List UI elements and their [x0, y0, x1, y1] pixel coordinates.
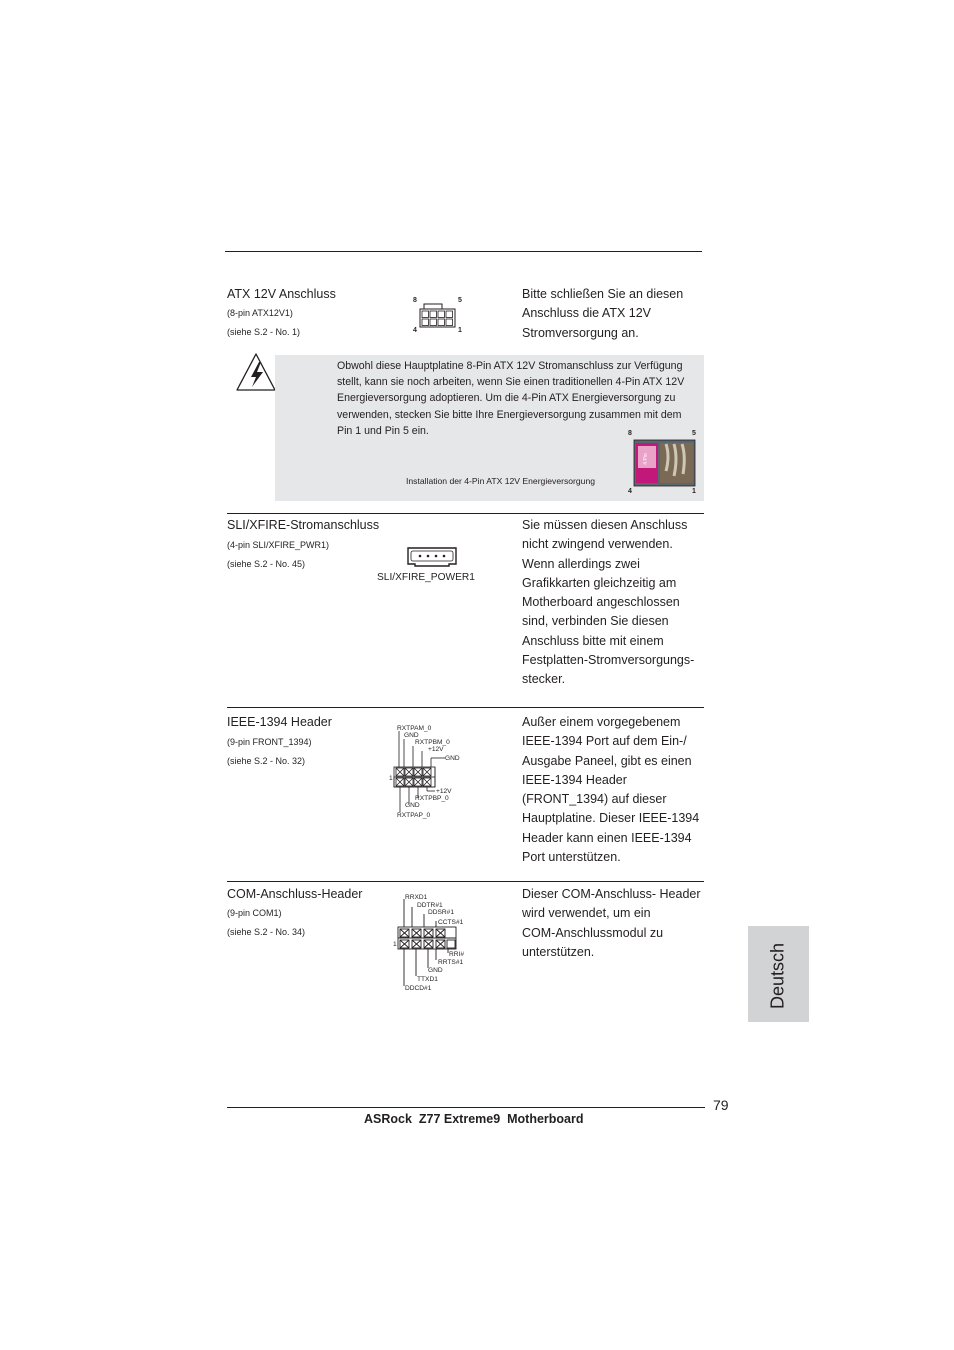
- sli-pin-info: (4-pin SLI/XFIRE_PWR1): [227, 540, 330, 550]
- footer-rule: [227, 1107, 705, 1108]
- com-signal-6: RRTS#1: [438, 959, 464, 966]
- sli-power-connector-diagram: [406, 544, 458, 568]
- atx-reference: (siehe S.2 - No. 1): [227, 327, 301, 337]
- ieee-signal-7: RXTPBP_0: [415, 795, 449, 802]
- com-description: Dieser COM-Anschluss- Header wird verwendet, um ein COM-Anschlussmodul zu unterstützen.: [522, 887, 701, 959]
- ieee-signal-9: RXTPAP_0: [397, 812, 431, 819]
- com-signal-7: GND: [428, 967, 443, 974]
- ieee-title: IEEE-1394 Header: [227, 715, 332, 729]
- note-text: Obwohl diese Hauptplatine 8-Pin ATX 12V Stromanschluss zur Verfügung stellt, kann sie noch arbeiten, wenn Sie einen traditionellen 4-Pin ATX 12V Energieversorgung adoptieren. Um die 4-Pin ATX Energieversorgung zu verwenden, stecken Sie bitte Ihre Energieversorgung zusammen mit dem Pin 1 und Pin 5 ein.: [337, 360, 685, 437]
- sli-title: SLI/XFIRE-Stromanschluss: [227, 518, 380, 532]
- com-signal-2: DDTR#1: [417, 902, 443, 909]
- com-signal-9: DDCD#1: [405, 985, 432, 992]
- ieee-pin-info: (9-pin FRONT_1394): [227, 737, 312, 747]
- rule-ieee: [227, 707, 704, 708]
- ieee-signal-3: RXTPBM_0: [415, 739, 450, 746]
- footer-product: ASRock Z77 Extreme9 Motherboard: [364, 1112, 584, 1126]
- photo-pin-5: 5: [692, 430, 696, 437]
- photo-pin-1: 1: [692, 488, 696, 495]
- com-header-diagram: [390, 890, 475, 994]
- ieee-signal-8: GND: [405, 802, 420, 809]
- atx-title: ATX 12V Anschluss: [227, 287, 336, 301]
- rule-sli: [227, 513, 704, 514]
- com-reference: (siehe S.2 - No. 34): [227, 927, 306, 937]
- atx-pin-4: 4: [413, 327, 417, 334]
- sli-connector-label: SLI/XFIRE_POWER1: [377, 572, 475, 583]
- warning-icon: [235, 351, 277, 393]
- atx-pin-1: 1: [458, 327, 462, 334]
- rule-com: [227, 881, 704, 882]
- 4pin-installation-photo: [626, 426, 702, 496]
- ieee-signal-4: +12V: [428, 746, 444, 753]
- ieee-reference: (siehe S.2 - No. 32): [227, 756, 306, 766]
- com-pin-info: (9-pin COM1): [227, 908, 282, 918]
- ieee-signal-1: RXTPAM_0: [397, 725, 432, 732]
- com-signal-8: TTXD1: [417, 976, 438, 983]
- page-number: 79: [713, 1097, 729, 1113]
- language-tab: [748, 926, 809, 1022]
- atx-description: Bitte schließen Sie an diesen Anschluss die ATX 12V Stromversorgung an.: [522, 287, 684, 340]
- ieee1394-header-diagram: [385, 722, 470, 820]
- com-signal-5: RRI#: [449, 951, 465, 958]
- com-pin1-label: 1: [393, 941, 397, 948]
- ieee-signal-6: +12V: [436, 788, 452, 795]
- atx-pin-info: (8-pin ATX12V1): [227, 308, 293, 318]
- sli-description: Sie müssen diesen Anschluss nicht zwingend verwenden. Wenn allerdings zwei Grafikkarten gleichzeitig am Motherboard angeschlossen sind, verbinden Sie diesen Anschluss bitte mit einem Festplatten-Stromversorgungs- stecker.: [522, 518, 695, 687]
- photo-pin-8: 8: [628, 430, 632, 437]
- note-caption: Installation der 4-Pin ATX 12V Energieversorgung: [406, 476, 596, 486]
- top-rule: [225, 251, 702, 252]
- language-tab-label: Deutsch: [767, 942, 788, 1010]
- com-signal-1: RRXD1: [405, 894, 428, 901]
- com-signal-3: DDSR#1: [428, 909, 455, 916]
- photo-pin-4: 4: [628, 488, 632, 495]
- ieee-pin1-label: 1: [389, 775, 393, 782]
- atx-pin-8: 8: [413, 297, 417, 304]
- atx12v-connector-diagram: [410, 292, 470, 337]
- com-signal-4: CCTS#1: [438, 919, 464, 926]
- ieee-signal-2: GND: [404, 732, 419, 739]
- photo-label: 4 Pin: [643, 453, 649, 465]
- sli-reference: (siehe S.2 - No. 45): [227, 559, 306, 569]
- ieee-signal-5: GND: [445, 755, 460, 762]
- ieee-description: Außer einem vorgegebenem IEEE-1394 Port auf dem Ein-/ Ausgabe Paneel, gibt es einen IEEE-1394 Header (FRONT_1394) auf dieser Hauptplatine. Dieser IEEE-1394 Header kann einen IEEE-1394 Port unterstützen.: [522, 715, 700, 865]
- com-title: COM-Anschluss-Header: [227, 887, 363, 901]
- atx-pin-5: 5: [458, 297, 462, 304]
